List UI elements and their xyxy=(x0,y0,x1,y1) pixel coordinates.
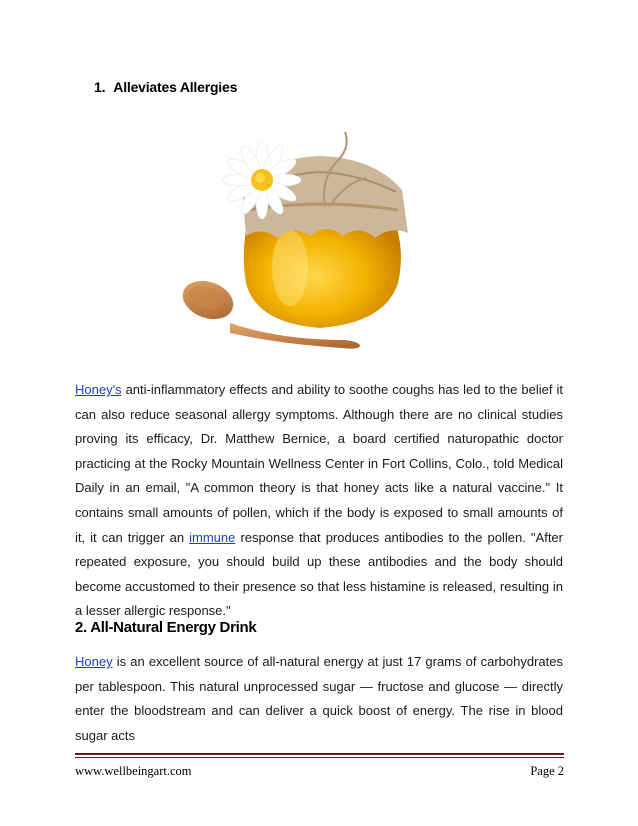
footer-divider-thin xyxy=(75,757,564,758)
footer-website: www.wellbeingart.com xyxy=(75,764,192,778)
paragraph-allergies-text-2: response that produces antibodies to the pollen. "After repeated exposure, you should build up these antibodies and the body should become accustomed to their presence so that less histamine is released, resulting in a lesser allergic response." xyxy=(75,529,563,619)
honey-jar-icon xyxy=(170,118,460,358)
paragraph-energy xyxy=(75,650,563,748)
footer-page-number: Page 2 xyxy=(530,764,564,778)
section-2-heading: 2. All-Natural Energy Drink xyxy=(75,619,257,636)
section-1-heading xyxy=(94,79,237,95)
paragraph-energy-text: is an excellent source of all-natural energy at just 17 grams of carbohydrates per tablespoon. This natural unprocessed sugar — fructose and glucose — directly enter the bloodstream and can deliver a quick boost of energy. The rise in blood sugar acts xyxy=(75,654,563,743)
section-1-number: 1. xyxy=(94,79,106,95)
paragraph-allergies xyxy=(75,378,563,624)
footer-divider-thick xyxy=(75,753,564,755)
honey-jar-illustration xyxy=(170,118,460,358)
paragraph-allergies-text-1: anti-inflammatory effects and ability to soothe coughs has led to the belief it can also reduce seasonal allergy symptoms. Although there are no clinical studies proving its efficacy, Dr. Matthew Bernice, a board certified naturopathic doctor practicing at the Rocky Mountain Wellness Center in Fort Collins, Colo., told Medical Daily in an email, "A common theory is that honey acts like a natural vaccine." It contains small amounts of pollen, which if the body is exposed to small amounts of it, it can trigger an xyxy=(75,382,563,545)
honeys-link[interactable]: Honey's xyxy=(75,382,122,397)
section-1-title: Alleviates Allergies xyxy=(113,79,238,95)
honey-link[interactable]: Honey xyxy=(75,654,113,669)
immune-link[interactable]: immune xyxy=(189,529,236,545)
